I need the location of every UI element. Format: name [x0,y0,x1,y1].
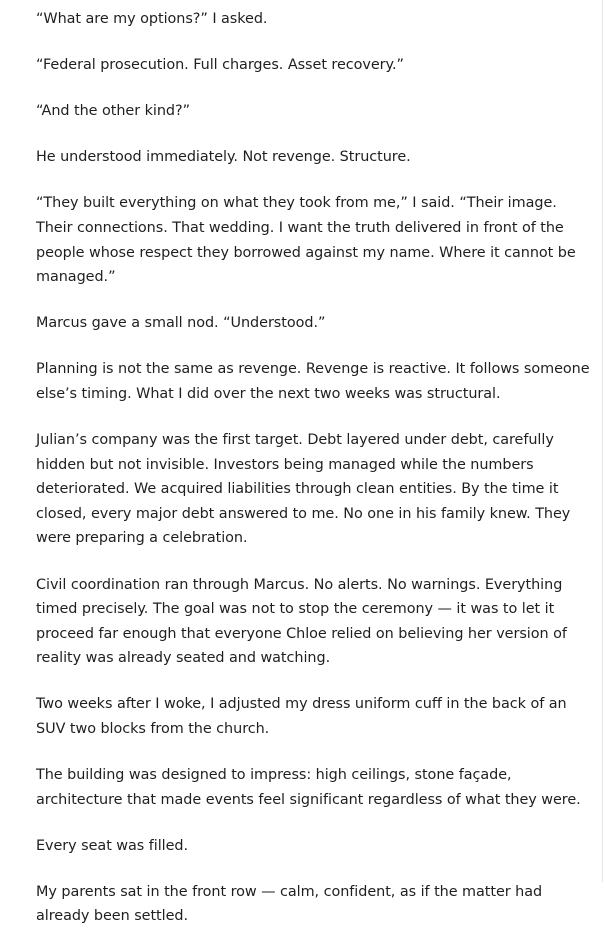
paragraph: Julian’s company was the first target. Debt layered under debt, carefully hidden but not invisible. Investors being managed while the numbers deteriorated. We acquired liabilities through clean entities. By the time it closed, every major debt answered to me. No one in his family knew. They were preparing a celebration. [36,432,571,547]
paragraph: “Federal prosecution. Full charges. Asset recovery.” [36,57,404,74]
paragraph: He understood immediately. Not revenge. Structure. [36,149,411,166]
paragraph: Two weeks after I woke, I adjusted my dress uniform cuff in the back of an SUV two blocks from the church. [36,696,567,737]
paragraph: Every seat was filled. [36,837,189,854]
paragraph: My parents sat in the front row — calm, confident, as if the matter had already been settled. [36,883,543,925]
paragraph: “What are my options?” I asked. [36,11,268,27]
article-body [36,7,592,951]
paragraph: Civil coordination ran through Marcus. No alerts. No warnings. Everything timed precisely. The goal was not to stop the ceremony — it was to let it proceed far enough that everyone Chloe relied on believing her version of reality was already seated and watching. [36,576,567,667]
paragraph: “They built everything on what they took from me,” I said. “Their image. Their connections. That wedding. I want the truth delivered in front of the people whose respect they borrowed against my name. Where it cannot be managed.” [36,195,576,286]
paragraph: Marcus gave a small nod. “Understood.” [36,315,326,332]
paragraph: “And the other kind?” [36,103,191,120]
paragraph: Planning is not the same as revenge. Revenge is reactive. It follows someone else’s timing. What I did over the next two weeks was structural. [36,361,590,402]
paragraph: The building was designed to impress: high ceilings, stone façade, architecture that made events feel significant regardless of what they were. [36,767,581,808]
